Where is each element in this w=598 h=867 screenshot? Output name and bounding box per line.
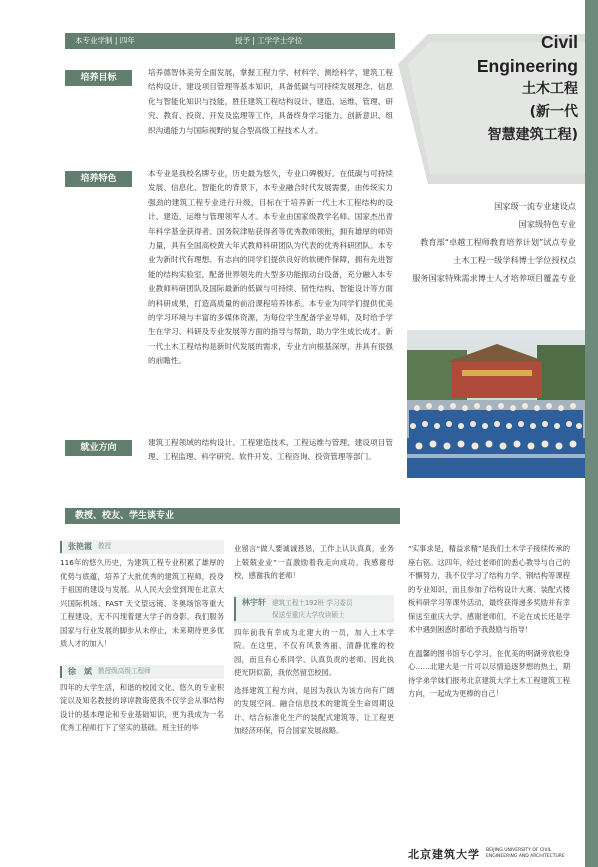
speaker-name: 张艳霞 xyxy=(68,542,92,552)
honor-item: 国家级特色专业 xyxy=(518,219,576,230)
accent-bar xyxy=(234,597,236,621)
speaker-quote: 在温馨的图书馆专心学习，在优美的明湖旁放松身心……北建大是一片可以尽情追逐梦想的热土，期待学弟学妹们报考北京建筑大学土木工程建筑工程方向，一起成为更棒的自己！ xyxy=(408,648,570,698)
title-en-line2: Engineering xyxy=(476,56,578,76)
talk-column-middle xyxy=(234,542,394,738)
speaker-role: 教授 xyxy=(98,542,112,551)
talk-column-right xyxy=(408,542,570,701)
title-cn-line1: 土木工程 xyxy=(522,81,578,97)
logo-en-line1: BEIJING UNIVERSITY OF CIVIL xyxy=(486,848,552,853)
speaker-role: 教授级高级工程师 xyxy=(98,666,151,675)
speaker-name: 徐 斌 xyxy=(68,666,92,676)
speaker-quote: 116年的悠久历史，为建筑工程专业积累了雄厚的优势与底蕴，培养了大批优秀的建筑工程师，投身于祖国的建设与发展。从人民大会堂到现在北京大兴国际机场、FAST 天文望远镜、冬奥场馆等重大工程建设，无不闪现着建大学子的身影。我们服务国家与行业发展的脚步从未停止，未来期待更多优质人才的加入！ xyxy=(60,558,224,648)
speaker-name: 林宇轩 xyxy=(242,597,266,607)
speaker-quote-continued: 业留言“做人要诚诚恳恳，工作上认认真真，业务上兢兢业业”一直激励着我走向成功。我感谢母校，感谢我的老师！ xyxy=(234,544,394,580)
program-info-bar xyxy=(65,33,395,49)
speaker-header xyxy=(60,540,224,554)
accent-bar xyxy=(60,541,62,553)
major-title xyxy=(477,30,578,147)
talk-heading: 教授、校友、学生谈专业 xyxy=(65,508,400,524)
title-cn-line2: (新一代 xyxy=(529,104,578,120)
speaker-quote: “实事求是，精益求精”是我们土木学子接续传承的座右铭。这四年，经过老师们的悉心教导与自己的不懈努力，我不仅学习了结构力学、钢结构等课程的专业知识，而且参加了结构设计大赛、装配式楼板科研学习等课外活动，最终获得递多奖励并有幸保送至重庆大学。感谢老师们，不论在成长还是学术中遇到困惑时都给予我鼓励与指导！ xyxy=(408,544,570,634)
career-label: 就业方向 xyxy=(65,440,132,456)
logo-en xyxy=(486,848,565,860)
goal-text: 培养德智体美劳全面发展，掌握工程力学、材料学、测绘科学、建筑工程结构设计、建设项目管理等基本知识，具备低碳与可持续发展理念、信息化与智能化知识与技能，胜任建筑工程结构设计、建造、运维、管理、研究、教育、投资、开发及监理等工作，具备终身学习能力、创新意识、组织沟通能力与国际视野的复合型高级工程技术人才。 xyxy=(148,68,393,135)
honor-item: 教育部“卓越工程师教育培养计划”试点专业 xyxy=(420,237,576,248)
university-logo xyxy=(408,846,565,862)
feature-text: 本专业是我校名牌专业，历史最为悠久，专业口碑极好。在低碳与可持续发展、信息化、智能化的背景下，本专业融合时代发展需要，由传统实力强劲的建筑工程专业进行升级，目标在于培养新一代土木工程结构的设计、建造、运维与管理领军人才。本专业由国家级教学名师、国家杰出青年科学基金获得者、国务院津贴获得者等优秀教师领衔，拥有雄厚的师资力量，具有全国高校黄大年式教师科研团队为代表的优秀科研团队。本专业为新时代有理想、有志向的同学们提供良好的软硬件保障，拥有先进智能的结构实验室，配备世界领先的大型多功能振动台设备，充分融入本专业教师科研团队及国际最新的低碳与可持续、韧性结构、智能设计等方面的科研成果，打造高质量的前沿课程培养体系。本专业为同学们提供优美的学习环境与丰富的多媒体资源，为每位学生配备学业导师，及时给予学生在学习、科研及专业发展等方面的指导与帮助，助力学生成长成才。新一代土木工程结构是新时代发展的需求，专业方向根基深厚，并具有很强的前瞻性。 xyxy=(148,169,393,366)
talk-column-left xyxy=(60,540,224,735)
honor-item: 土木工程一级学科博士学位授权点 xyxy=(453,255,576,266)
speaker-quote: 选择建筑工程方向，是因为我认为该方向有广阔的发展空间。融合信息技术的建筑全生命周期设计、结合标准化生产的装配式建筑等，让工程更加经济环保，符合国家发展战略。 xyxy=(234,685,394,735)
speaker-quote: 四年的大学生活，和谐的校园文化、悠久的专业积淀以及知名教授的谆谆教诲使我不仅学会从事结构设计的基本理论和专业基础知识，更为我成为一名优秀工程师打下了坚实的基础。班主任的毕 xyxy=(60,682,224,732)
speaker-role: 保送至重庆大学攻读硕士 xyxy=(272,610,345,619)
speaker-role: 建筑工程土192班 学习委员 xyxy=(272,598,353,607)
accent-bar xyxy=(60,666,62,678)
duration-text: 本专业学制 | 四年 xyxy=(75,36,135,45)
group-photo xyxy=(407,330,585,478)
logo-cn: 北京建筑大学 xyxy=(408,848,480,861)
speaker-header xyxy=(234,595,394,623)
right-color-band xyxy=(585,0,598,867)
feature-label: 培养特色 xyxy=(65,171,132,187)
logo-en-line2: ENGINEERING AND ARCHITECTURE xyxy=(486,854,565,859)
honor-item: 服务国家特殊需求博士人才培养项目覆盖专业 xyxy=(412,273,576,284)
title-en-line1: Civil xyxy=(541,32,578,52)
goal-label: 培养目标 xyxy=(65,70,132,86)
speaker-quote: 四年前我有幸成为北建大的一员，加入土木学院。在这里，不仅有风景秀丽、清静优雅的校园，而且有心系同学、认真负责的老师。因此执使光阴似箭，我依然留恋校园。 xyxy=(234,627,394,677)
top-decoration xyxy=(394,0,585,32)
title-cn-line3: 智慧建筑工程) xyxy=(487,127,578,143)
honor-item: 国家级一流专业建设点 xyxy=(494,201,576,211)
honors-list xyxy=(386,198,576,288)
speaker-header xyxy=(60,665,224,679)
degree-text: 授予 | 工学学士学位 xyxy=(235,36,303,45)
career-text: 建筑工程领域的结构设计、工程建造技术、工程运维与管理、建设项目管理、工程监理、科学研究、软件开发、工程咨询、投资管理等部门。 xyxy=(148,438,393,462)
